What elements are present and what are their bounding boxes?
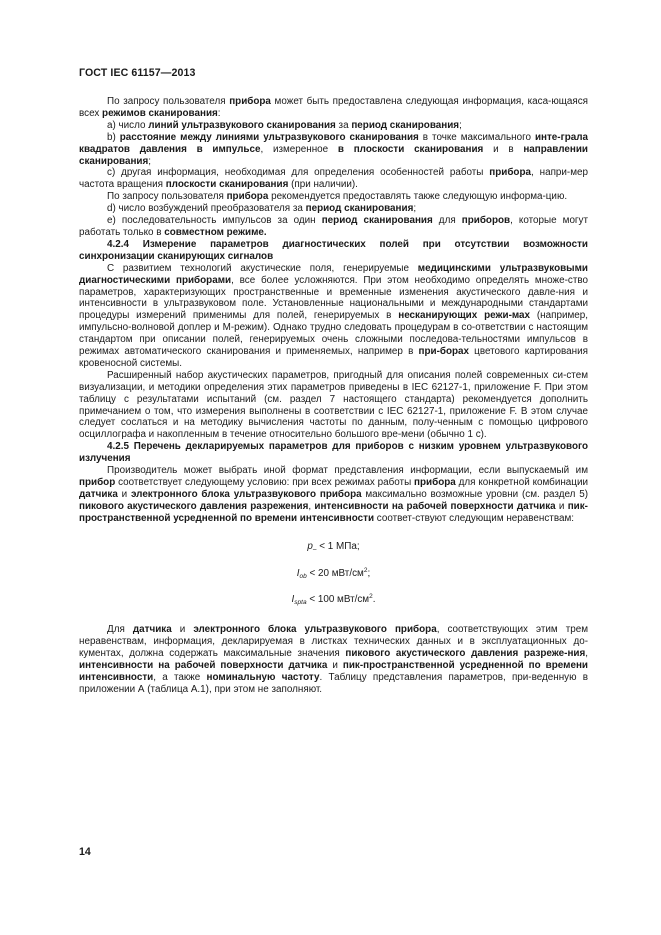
document-header: ГОСТ IEC 61157—2013 (79, 67, 196, 79)
list-item-e: е) последовательность импульсов за один период сканирования для приборов, которые могут работать только в совместном режиме. (79, 215, 588, 238)
list-item-b: b) расстояние между линиями ультразвукового сканирования в точке максимального инте-грала квадратов давления в импульсе, измеренное в плоскости сканирования и в направлении сканирования; (79, 131, 588, 167)
section-heading-4-2-5: 4.2.5 Перечень декларируемых параметров для приборов с низким уровнем ультразвукового излучения (79, 441, 588, 465)
formula-pressure: $p_- < 1$ МПа; (307, 540, 360, 553)
paragraph-manufacturer: Производитель может выбрать иной формат представления информации, если выпускаемый им прибор соответствует следующему условию: при всех режимах работы прибора для конкретной комбинации датчика и электронного блока ультразвукового прибора максимально возможные уровни (см. раздел 5) пикового акустического давления разрежения, интенсивности на рабочей поверхности датчика и пик-пространственной усредненной по времени интенсивности соответ-ствуют следующим неравенствам: (79, 465, 588, 524)
list-item-d: d) число возбуждений преобразователя за период сканирования; (107, 203, 417, 215)
formula-intensity-spta: $I_{spta} < 100$ мВт/$см^2$. (291, 593, 376, 607)
page-number: 14 (79, 846, 91, 858)
list-item-a: а) число линий ультразвукового сканирования за период сканирования; (107, 119, 462, 131)
paragraph-extended-parameters: Расширенный набор акустических параметров, пригодный для описания полей современных си-стем визуализации, и методики определения этих параметров приведены в IEC 62127-1, приложение F. При этом таблицу с результатами испытаний (см. раздел 7 настоящего стандарта) рекомендуется дополнить примечанием о том, что измерения выполнены в соответствии с IEC 62127-1, приложение F. В этом случае следует сослаться и на методику вычисления частоты по данным, полу-ченным с помощью цифрового осциллографа и накопленным в течение относительно большого вре-мени (обычно 1 с). (79, 369, 588, 441)
paragraph-declared-values: Для датчика и электронного блока ультразвукового прибора, соответствующих этим трем неравенствам, информация, декларируемая в листках технических данных и в эксплуатационных до-кументах, должна содержать максимальные значения пикового акустического давления разреже-ния, интенсивности на рабочей поверхности датчика и пик-пространственной усредненной по времени интенсивности, а также номинальную частоту. Таблицу представления параметров, при-веденную в приложении А (таблица А.1), при этом не заполняют. (79, 624, 589, 695)
list-item-c: с) другая информация, необходимая для определения особенностей работы прибора, напри-мер частота вращения плоскости сканирования (при наличии). (79, 167, 588, 191)
paragraph-recommended-info: По запросу пользователя прибора рекомендуется предоставлять также следующую информа-цию. (107, 191, 568, 203)
formula-intensity-ob: $I_{ob} < 20$ мВт/$см^2$; (296, 566, 371, 580)
page-body (79, 96, 588, 696)
paragraph-info-request: По запросу пользователя прибора может быть предоставлена следующая информация, каса-ющаяся всех режимов сканирования: (79, 96, 588, 119)
paragraph-technology: С развитием технологий акустические поля, генерируемые медицинскими ультразвуковыми диагностическими приборами, все более усложняются. При этом необходимо определять множе-ство параметров, характеризующих пространственные и временные изменения акустического давле-ния и интенсивности в ультразвуковом поле. Установленные национальными и международными стандартами процедуры измерений применимы для полей, генерируемых в несканирующих режи-мах (например, импульсно-волновой доплер и М-режим). Однако трудно следовать процедурам в со-ответствии с настоящим стандартом при описании полей, генерируемых очень сложными последова-тельностями импульсов в режимах автоматического сканирования и применяемых, например в при-борах цветового картирования кровеносной системы. (79, 262, 588, 369)
section-heading-4-2-4: 4.2.4 Измерение параметров диагностических полей при отсутствии возможности синхронизации сканирующих сигналов (79, 238, 588, 262)
